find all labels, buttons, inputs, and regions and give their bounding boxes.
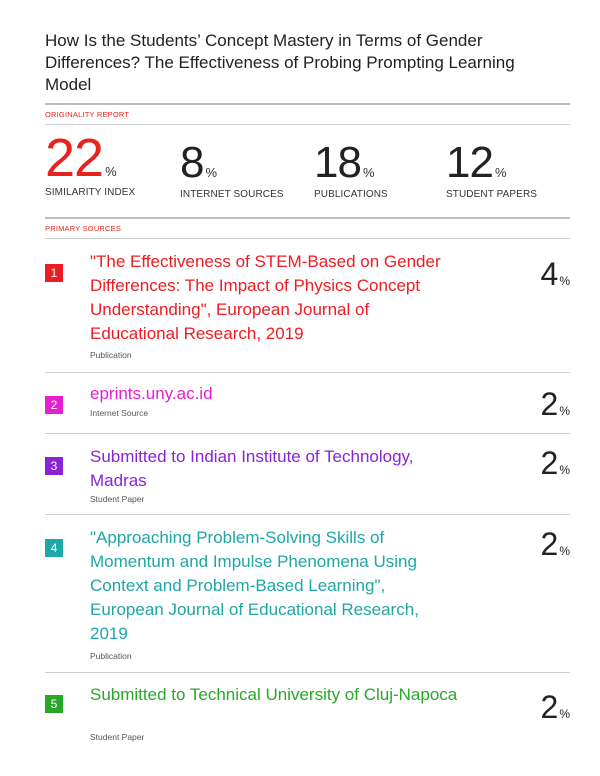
source-title-link[interactable]: "Approaching Problem-Solving Skills of Momentum and Impulse Phenomena Using Context and Problem-Based Learning", European Journal of Educational Research, 2019 — [90, 528, 419, 643]
stat-internet-sources — [180, 138, 284, 200]
source-number-badge: 3 — [45, 457, 63, 475]
divider — [45, 103, 570, 105]
source-type: Internet Source — [90, 408, 149, 418]
stat-publications — [314, 138, 388, 200]
stat-value: 18 — [314, 138, 361, 187]
primary-sources-label: PRIMARY SOURCES — [45, 224, 122, 233]
divider — [45, 514, 570, 515]
percent-sign: % — [105, 164, 117, 179]
source-number-badge: 5 — [45, 695, 63, 713]
source-title-link[interactable]: Submitted to Technical University of Cluj-Napoca — [90, 685, 458, 704]
source-item[interactable] — [45, 526, 570, 666]
divider — [45, 217, 570, 219]
source-number-badge: 4 — [45, 539, 63, 557]
source-title-link[interactable]: eprints.uny.ac.id — [90, 384, 213, 403]
originality-report-label: ORIGINALITY REPORT — [45, 110, 130, 119]
divider — [45, 238, 570, 239]
source-type: Publication — [90, 350, 132, 360]
source-item[interactable] — [45, 250, 570, 370]
source-item[interactable] — [45, 445, 570, 509]
divider — [45, 672, 570, 673]
source-percent: 2% — [540, 526, 570, 562]
divider — [45, 124, 570, 125]
divider — [45, 433, 570, 434]
source-number-badge: 1 — [45, 264, 63, 282]
source-item[interactable] — [45, 382, 570, 422]
source-title-link[interactable]: Submitted to Indian Institute of Technology, Madras — [90, 447, 414, 490]
source-title-link[interactable]: "The Effectiveness of STEM-Based on Gender Differences: The Impact of Physics Concept Understanding", European Journal of Educational Research, 2019 — [90, 252, 441, 343]
stat-student-papers — [446, 138, 538, 200]
stat-similarity-index — [45, 128, 136, 198]
source-percent: 2% — [540, 386, 570, 422]
source-number-badge: 2 — [45, 396, 63, 414]
divider — [45, 372, 570, 373]
stat-caption: SIMILARITY INDEX — [45, 187, 136, 198]
stat-value: 22 — [45, 128, 104, 188]
percent-sign: % — [362, 165, 375, 180]
stat-value: 12 — [446, 138, 493, 187]
percent-sign: % — [494, 165, 507, 180]
stat-caption: INTERNET SOURCES — [180, 189, 284, 200]
document-title: How Is the Students’ Concept Mastery in Terms of Gender Differences? The Effectiveness of Probing Prompting Learning Model — [45, 31, 515, 94]
source-type: Publication — [90, 651, 132, 661]
source-type: Student Paper — [90, 494, 145, 504]
source-percent: 2% — [540, 689, 570, 725]
source-percent: 2% — [540, 445, 570, 481]
stat-caption: PUBLICATIONS — [314, 189, 388, 200]
stat-caption: STUDENT PAPERS — [446, 189, 538, 200]
percent-sign: % — [205, 165, 218, 180]
source-percent: 4% — [540, 256, 570, 292]
source-item[interactable] — [45, 683, 570, 747]
stat-value: 8 — [180, 138, 204, 187]
source-type: Student Paper — [90, 732, 145, 742]
